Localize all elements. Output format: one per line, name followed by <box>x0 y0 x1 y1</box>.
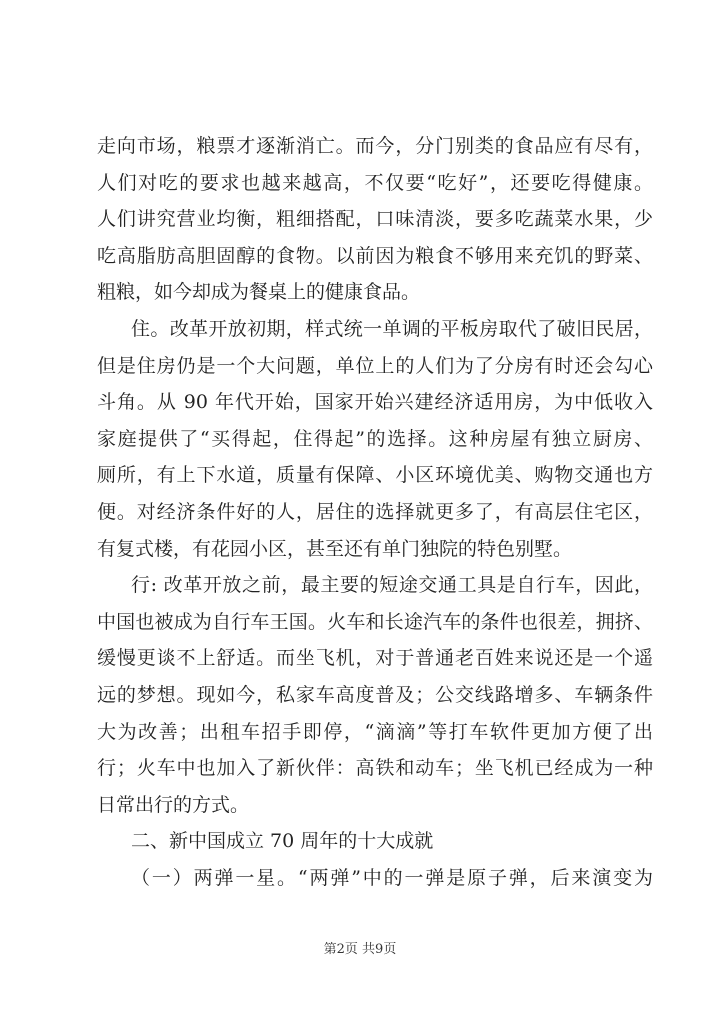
paragraph <box>97 860 653 897</box>
text-line: 但是住房仍是一个大问题，单位上的人们为了分房有时还会勾心 <box>97 354 653 377</box>
document-body <box>97 128 653 896</box>
page-footer: 第2页 共9页 <box>323 942 397 957</box>
text-line: 中国也被成为自行车王国。火车和长途汽车的条件也很差，拥挤、 <box>97 610 653 633</box>
text-line: 住。改革开放初期，样式统一单调的平板房取代了破旧民居， <box>131 317 653 340</box>
text-line: 行: 改革开放之前，最主要的短途交通工具是自行车，因此， <box>131 574 653 597</box>
text-line: 有复式楼，有花园小区，甚至还有单门独院的特色别墅。 <box>97 537 573 560</box>
text-line: 日常出行的方式。 <box>97 793 250 816</box>
text-line: 人们对吃的要求也越来越高，不仅要“吃好”，还要吃得健康。 <box>97 171 653 194</box>
text-line: 远的梦想。现如今，私家车高度普及；公交线路增多、车辆条件 <box>97 683 653 706</box>
paragraph <box>97 567 653 823</box>
text-line: 二、新中国成立 70 周年的十大成就 <box>131 830 434 853</box>
text-line: 粗粮，如今却成为餐桌上的健康食品。 <box>97 281 421 304</box>
paragraph <box>97 128 653 311</box>
text-line: 人们讲究营业均衡，粗细搭配，口味清淡，要多吃蔬菜水果，少 <box>97 208 653 231</box>
text-line: 家庭提供了“买得起，住得起”的选择。这种房屋有独立厨房、 <box>97 427 653 450</box>
text-line: （一）两弹一星。“两弹”中的一弹是原子弹，后来演变为 <box>131 866 653 889</box>
text-line: 吃高脂肪高胆固醇的食物。以前因为粮食不够用来充饥的野菜、 <box>97 244 653 267</box>
text-line: 便。对经济条件好的人，居住的选择就更多了，有高层住宅区， <box>97 500 653 523</box>
text-line: 大为改善；出租车招手即停，“滴滴”等打车软件更加方便了出 <box>97 720 653 743</box>
paragraph <box>97 311 653 567</box>
text-line: 行；火车中也加入了新伙伴：高铁和动车；坐飞机已经成为一种 <box>97 757 653 780</box>
paragraph <box>97 823 653 860</box>
text-line: 厕所，有上下水道，质量有保障、小区环境优美、购物交通也方 <box>97 464 653 487</box>
text-line: 缓慢更谈不上舒适。而坐飞机，对于普通老百姓来说还是一个遥 <box>97 647 653 670</box>
text-line: 走向市场，粮票才逐渐消亡。而今，分门别类的食品应有尽有， <box>97 135 653 157</box>
text-line: 斗角。从 90 年代开始，国家开始兴建经济适用房，为中低收入 <box>97 391 653 414</box>
